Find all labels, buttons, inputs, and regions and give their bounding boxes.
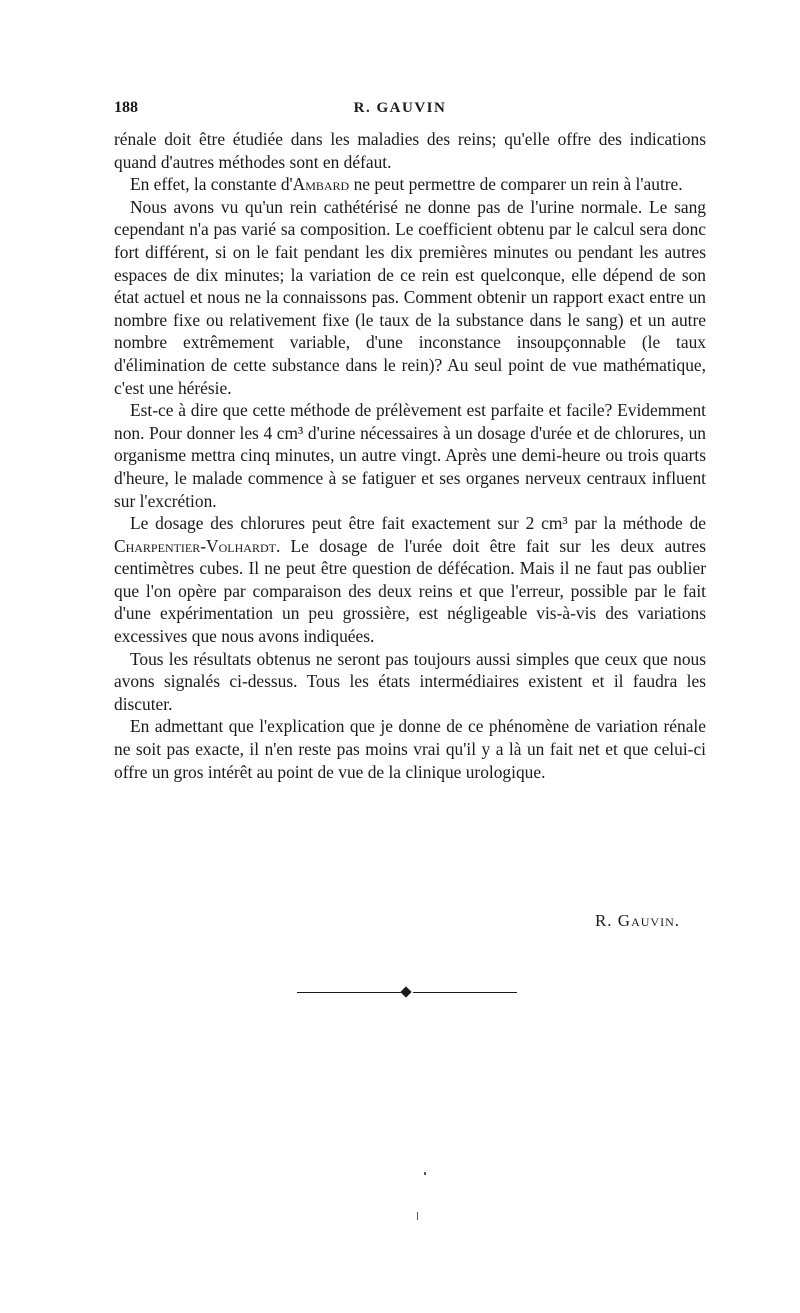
end-ornament — [297, 984, 517, 1000]
paragraph-6: Tous les résultats obtenus ne seront pas toujours aussi simples que ceux que nous avons signalés ci-dessus. Tous les états intermédiaires existent et il faudra les discuter. — [114, 648, 706, 714]
paragraph-2-text-a: En effet, la constante d' — [130, 174, 293, 195]
ornament-rule-right — [413, 992, 517, 993]
article-body — [114, 128, 706, 783]
author-signature: R. Gauvin. — [594, 911, 680, 930]
paragraph-2-text-b: ne peut permettre de comparer un rein à l'autre. — [349, 174, 683, 195]
paragraph-2 — [114, 173, 706, 196]
paragraph-5-text-b: . Le dosage de l'urée doit être fait sur les deux autres centimètres cubes. Il ne peut être question de défécation. Mais il ne faut pas oublier que l'on opère par comparaison des deux reins et que l'erreur, possible par le fait d'une expérimentation un peu grossière, est négligeable vis-à-vis des variations excessives que nous avons indiquées. — [114, 535, 706, 647]
page-number: 188 — [114, 99, 138, 116]
paragraph-7: En admettant que l'explication que je donne de ce phénomène de variation rénale ne soit pas exacte, il n'en reste pas moins vrai qu'il y a là un fait net et que celui-ci offre un gros intérêt au point de vue de la clinique urologique. — [114, 716, 706, 782]
scan-speck — [417, 1212, 418, 1220]
method-name-charpentier-volhardt: Charpentier-Volhardt — [114, 535, 276, 556]
paragraph-1: rénale doit être étudiée dans les maladies des reins; qu'elle offre des indications quand d'autres méthodes sont en défaut. — [114, 129, 706, 172]
paragraph-5-text-a: Le dosage des chlorures peut être fait exactement sur 2 cm³ par la méthode de — [130, 513, 706, 534]
paragraph-3: Nous avons vu qu'un rein cathétérisé ne donne pas de l'urine normale. Le sang cependant n'a pas varié sa composition. Le coefficient obtenu par le calcul sera donc fort différent, si on le fait pendant les dix premières minutes ou pendant les autres espaces de dix minutes; la variation de ce rein est quelconque, elle dépend de son état actuel et nous ne la connaissons pas. Comment obtenir un rapport exact entre un nombre fixe ou relativement fixe (le taux de la substance dans le sang) et un autre nombre extrêmement variable, d'une inconstance insoupçonnable (le taux d'élimination de cette substance dans le rein)? Au seul point de vue mathématique, c'est une hérésie. — [114, 196, 706, 398]
paragraph-5 — [114, 512, 706, 648]
ornament-rule-left — [297, 992, 401, 993]
scan-speck — [424, 1172, 426, 1175]
author-name-ambard: Ambard — [292, 174, 350, 195]
running-head: R. GAUVIN — [353, 100, 447, 116]
paragraph-4: Est-ce à dire que cette méthode de prélèvement est parfaite et facile? Evidemment non. Pour donner les 4 cm³ d'urine nécessaires à un dosage d'urée et de chlorures, un organisme mettra cinq minutes, un autre vingt. Après une demi-heure ou trois quarts d'heure, le malade commence à se fatiguer et ses organes nerveux centraux influent sur l'excrétion. — [114, 400, 706, 511]
diamond-icon — [400, 986, 411, 997]
